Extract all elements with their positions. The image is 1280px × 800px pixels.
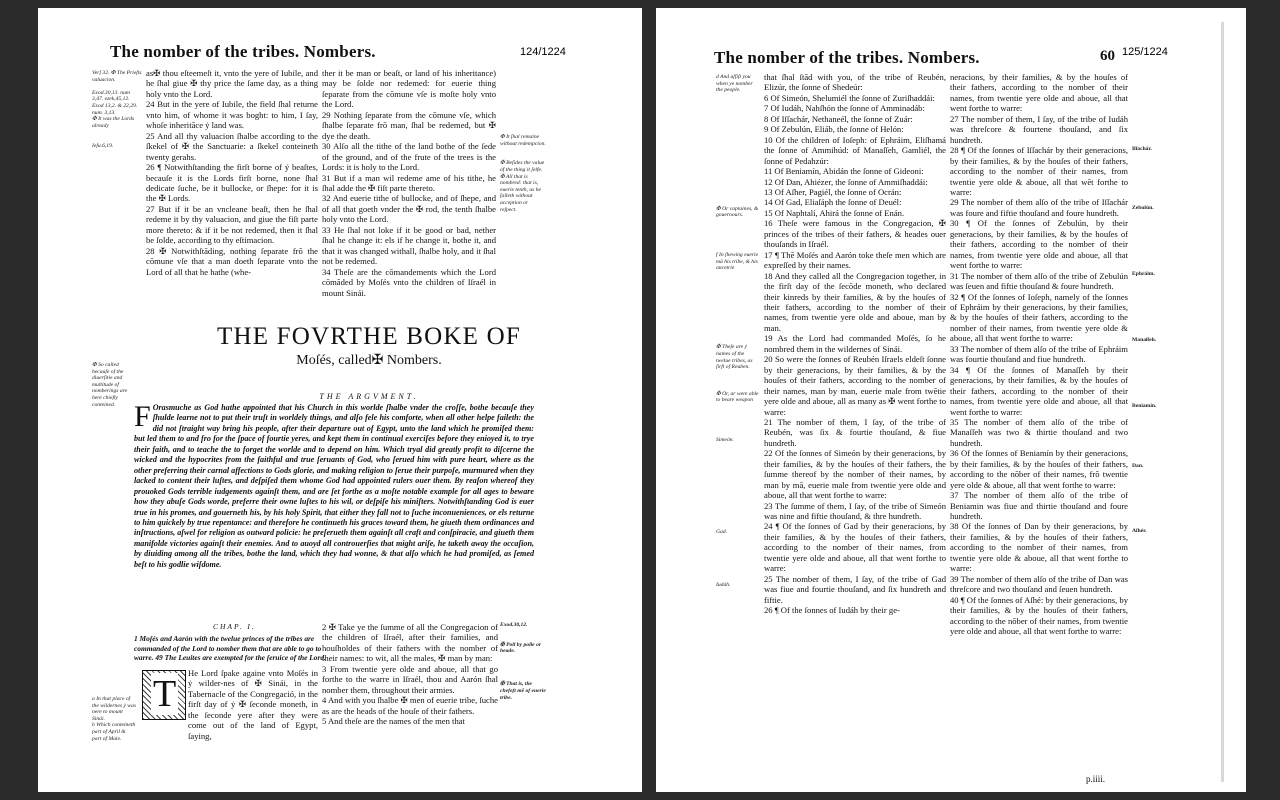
chapter-margin-right: Exod.30,12. ✠ Poll by polle or heade. ✠ That is, the chefeſt mē of euerie tribe. <box>500 622 546 701</box>
folio-number: 60 <box>1100 48 1115 64</box>
tribe-margin-labels: Iſſachár. Zebulún. Ephráim. Manaſſeh. Beniamín. Dan. Aſhér. <box>1132 146 1157 535</box>
chapter-heading: CHAP. I. <box>213 622 256 631</box>
page-counter: 125/1224 <box>1122 46 1168 58</box>
chapter-summary: 1 Moſés and Aarón with the twelue princes of the tribes are commanded of the Lord to nomber them that are able to go to warre. 49 The Leuites are exempted for the ſeruice of the Lord. <box>134 634 326 663</box>
chapter-text-a: He Lord ſpake againe vnto Moſés in ẏ wilder-nes of ✠ Sinái, in the Tabernacle of the Congregació, in the firſt day of ẏ ✠ ſeconde moneth, in the ſeconde yere after they were come out of the land of Egypt, ſaying, <box>188 668 318 741</box>
running-head: The nomber of the tribes. Nombers. <box>110 42 376 61</box>
chapter-margin-notes: a In that place of the wildernes ẏ was nere to mount Sinái. b Which conteineth part of April & part of Maie. <box>92 696 136 742</box>
margin-notes-left: d And aſſiſt you when ye nomber the people. ✠ Or captaines, & gouernours. f In ſhewing euerie mā his tribe, & his ancetrie ✠ Theſe are ẏ names of the twelue tribes, as ſirſt of Reuben. ✠ Or, ar were able to beare weapon Simeón. Gad. Iudáh. <box>716 74 759 588</box>
right-page <box>656 8 1246 792</box>
book-subtitle: Moſés, called✠ Nombers. <box>296 353 442 368</box>
text-column-a: that ſhal ſtād with you, of the tribe of Reubén, Elizúr, the ſonne of Shedeúr: 6 Of Simeón, Shelumiél the ſonne of Zuriſhaddái: 7 Of Iudáh, Nahſhón the ſonne of Amminadáb: 8 Of Iſſachár, Nethaneél, the ſonne of Zuár: 9 Of Zebulún, Eliáb, the ſonne of Helón: 10 Of the children of Ioſeph: of Ephráim, Eliſhamá the ſonne of Ammihúd: of Manaſſeh, Gamliél, the ſonne of Pedahzúr: 11 Of Beniamín, Abidán the ſonne of Gideoni: 12 Of Dan, Ahiézer, the ſonne of Ammiſhaddái: 13 Of Aſher, Pagiél, the ſonne of Ocrán: 14 Of Gad, Eliaſáph the ſonne of Deuél: 15 Of Naphtalí, Ahirá the ſonne of Enán. 16 Theſe were famous in the Congregacion, ✠ princes of the tribes of their fathers, & heades ouer thouſands in Iſraél. 17 ¶ Thē Moſés and Aarón toke theſe men which are expreſſed by their names. 18 And they called all the Congregacion together, in the firſt day of the ſecōde moneth, who declared their kinreds by their families, & by the houſes of their fathers, according to the nomber of their names, from twentie yere olde and aboue, man by man. 19 As the Lord had commanded Moſés, ſo he nombred them in the wildernes of Sinái. 20 So were the ſonnes of Reubén Iſraels eldeſt ſonne by their generacions, by their families, & by the houſes of their fathers, according to the nomber of their names, man by man, euerie male from twētie yere olde and aboue, all as many as ✠ went forthe to warre: 21 The nomber of them, I ſay, of the tribe of Reubén, was ſix & fourtie thouſand, & fiue hundreth. 22 Of the ſonnes of Simeón by their generacions, by their families, & by the houſes of their fathers, the ſumme thereof by the nomber of their names, by man by mā, euerie male from twentie yere olde and aboue, all that went forthe to warre: 23 The ſumme of them, I ſay, of the tribe of Simeón was nine and fiftie thouſand, & thre hundreth. 24 ¶ Of the ſonnes of Gad by their generacions, by their families, & by the houſes of their fathers, according to the nomber of their names, from twentie yere olde and aboue, all that went forthe to warre: 25 The nomber of them, I ſay, of the tribe of Gad was fiue and fourtie thouſand, and ſix hundreth and fiftie. 26 ¶ Of the ſonnes of Iudáh by their ge- <box>764 72 946 616</box>
signature-mark: p.iiii. <box>1086 774 1106 784</box>
text-column-a: as✠ thou eſteemeſt it, vnto the yere of Iubile, and he ſhal giue ✠ thy price the ſame day, as a thing holy vnto the Lord. 24 But in the yere of Iubile, the field ſhal returne vnto him, of whome it was boght: to him, I ſay, whoſe inheritāce ẏ land was. 25 And all thy valuacion ſhalbe according to the ſkekel of ✠ the Sanctuarie: a ſkekel conteineth twenty gerahs. 26 ¶ Notwithſtanding the firſt borne of ẏ beaſtes, becauſe it is the Lords firſt borne, none ſhal dedicate ſuche, be it bullocke, or ſhepe: for it is the ✠ Lords. 27 But if it be an vncleane beaſt, then he ſhal redeme it by thy valuacion, and giue the fiſt parte more thereto: & if it be not redemed, then it ſhal be ſolde, according to thy eſtimacion. 28 ✠ Notwithſtāding, nothing ſeparate frō the cōmune vſe that a man doeth ſeparate vnto the Lord of all that he hathe (whe- <box>146 68 318 277</box>
dropcap: F <box>134 400 151 433</box>
running-head: The nomber of the tribes. Nombers. <box>714 48 980 67</box>
book-margin-note: ✠ So called becauſe of the diuerſitie and multitude of nomberings are here chiefly conteined. <box>92 362 128 408</box>
ornamental-initial: T <box>142 670 186 720</box>
argument-heading: THE ARGVMENT. <box>319 392 419 401</box>
text-column-b: neracions, by their families, & by the houſes of their fathers, according to the nomber of their names, from twentie yere olde and aboue, all that went forthe to warre: 27 The nomber of them, I ſay, of the tribe of Iudáh was threſcore & fourtene thouſand, and ſix hundreth. 28 ¶ Of the ſonnes of Iſſachár by their generacions, by their families, & by the houſes of their fathers, according to the nomber of their names, from twentie yere olde & aboue, all that wēt forthe to warre: 29 The nomber of them alſo of the tribe of Iſſachár was foure and fiftie thouſand and foure hundreth. 30 ¶ Of the ſonnes of Zebulún, by their generacions, by their families, & by the houſes of their fathers, according to the nomber of their names, from twentie yere olde and aboue, all that went forthe to warre: 31 The nomber of them alſo of the tribe of Zebulún was ſeuen and fiftie thouſand & foure hundreth. 32 ¶ Of the ſonnes of Ioſeph, namely of the ſonnes of Ephráim by their generacions, by their families, & by the houſes of their fathers, according to the nomber of their names, from twentie yere olde & aboue, all that went forthe to warre: 33 The nomber of them alſo of the tribe of Ephráim was fourtie thouſand and fiue hundreth. 34 ¶ Of the ſonnes of Manaſſeh by their generacions, by their families, & by the houſes of their fathers, according to the nomber of their names, from twentie yere olde and aboue, all that went forthe to warre: 35 The nomber of them alſo of the tribe of Manaſſeh was two & thirtie thouſand and two hundreth. 36 Of the ſonnes of Beniamín by their generacions, by their families, & by the houſes of their fathers, according to the nōber of their names, frō twentie yere olde & aboue, all that went forthe to warre: 37 The nomber of them alſo of the tribe of Beniamin was fiue and thirtie thouſand and foure hundreth. 38 Of the ſonnes of Dan by their generacions, by their families, & by the houſes of their fathers, according to the nomber of their names, from twentie yere olde & aboue, all that went forthe to warre: 39 The nomber of them alſo of the tribe of Dan was threſcore and two thouſand and ſeuen hundreth. 40 ¶ Of the ſonnes of Aſhé: by their generacions, by their families, & by the houſes of their fathers, according to the nōber of their names, from twentie yere olde and aboue, all that went forthe to warre: <box>950 72 1128 637</box>
page-counter: 124/1224 <box>520 46 566 58</box>
argument-text: F Orasmuche as God hathe appointed that his Church in this worlde ſhalbe vnder the croſſe, bothe becauſe they ſhulde learne not to put their truſt in worldely things, and alſo fele his comforte, when all other helpe faileth: the did not ſtraight way bring his people, after their departure out of Egypt, unto the land which he promiſed them: but led them to and fro for the ſpace of fourtie yeres, and kept them in continual exerciſes before they enioyed it, to trye their faith, and to teache the to forget the worlde and to depend on him. Which tryal did greatly profit to diſcerne the wicked and the hypocrites from the faithful and true ſeruants of God, who ſerued him with pure heart, where as the other preferring their carnal affections to Gods glorie, and making religion to ſerue their purpoſe, murmured when they lacked to content their luſtes, and deſpiſed them whome God had appointed rulers ouer them. By reaſon whereof they prouoked Gods terrible iudgements againſt them, and are ſet forthe as a moſte notable example for all ages to beware how they abuſe Gods worde, preferre their owne luſtes to his wil, or deſpiſe his miniſters. Notwithſtanding God is euer true in his promes, and gouerneth his, by his holy Spirit, that either they fall not to ſuche inconueniences, or els returne to him quickely by true repentance: and therefore he continueth his graces toward them, he giueth them ordinances and inſtructions, aſwel for religion as outward policie: he preſerueth them againſt all craft and conſpiracie, and giueth them manifolde victories againſt their enemies. And to auoyd all controuerſies that might ariſe, he taketh away the occaſion, by diuiding among all the tribes, bothe the land, which they had wonne, & that alſo which he had promiſed, as ſemed beſt to his godlie wiſdome. <box>134 400 534 569</box>
left-page <box>38 8 642 792</box>
book-title: THE FOVRTHE BOKE OF <box>217 323 521 350</box>
margin-notes: Verſ 32. ✠ The Prieſts valuacion. Exod.30,13. num 3,47. ezek,45,12. Exod 13,2. & 22,29. num. 3,13. ✠ It was the Lords already Ieſu.6,19. <box>92 70 142 149</box>
page-edge <box>1221 22 1224 782</box>
text-column-b: ther it be man or beaſt, or land of his inheritance) may be ſolde nor redemed: for euerie thing ſeparate from the cōmune vſe is moſte holy vnto the Lord. 29 Nothing ſeparate from the cōmune vſe, which ſhalbe ſeparate frō man, ſhal be redemed, but ✠ dye the death. 30 Alſo all the tithe of the land bothe of the ſede of the ground, and of the frute of the trees is the Lords: it is holy to the Lord. 31 But if a man wil redeme ame of his tithe, he ſhal adde the ✠ fiſt parte thereto. 32 And euerie tithe of bullocke, and of ſhepe, and of all that goeth vnder the ✠ rod, the tenth ſhalbe holy vnto the Lord. 33 He ſhal not loke if it be good or bad, nether ſhal he change it: els if he change it, bothe it, and that it was changed withall, ſhalbe holy, and it ſhal not be redemed. 34 Theſe are the cōmandements which the Lord cōmāded by Moſés vnto the children of Iſraél in mount Sinái. <box>322 68 496 298</box>
chapter-text-b: 2 ✠ Take ye the ſumme of all the Congregacion of the children of Iſraél, after their families, and houſholdes of their fathers with the nomber of their names: to wit, all the males, ✠ man by man: 3 From twentie yere olde and aboue, all that go forthe to the warre in Iſraél, thou and Aarón ſhal nomber them, throughout their armies. 4 And with you ſhalbe ✠ men of euerie tribe, ſuche as are the heads of the houſe of their fathers. 5 And theſe are the names of the men that <box>322 622 498 727</box>
margin-notes-right: ✠ It ſhal remaine without redempcion. ✠ Beſides the value of the thing it ſelfe. ✠ All that is nombred: that is, euerie tenth, as he ſalleth without acception or reſpect. <box>500 134 546 213</box>
